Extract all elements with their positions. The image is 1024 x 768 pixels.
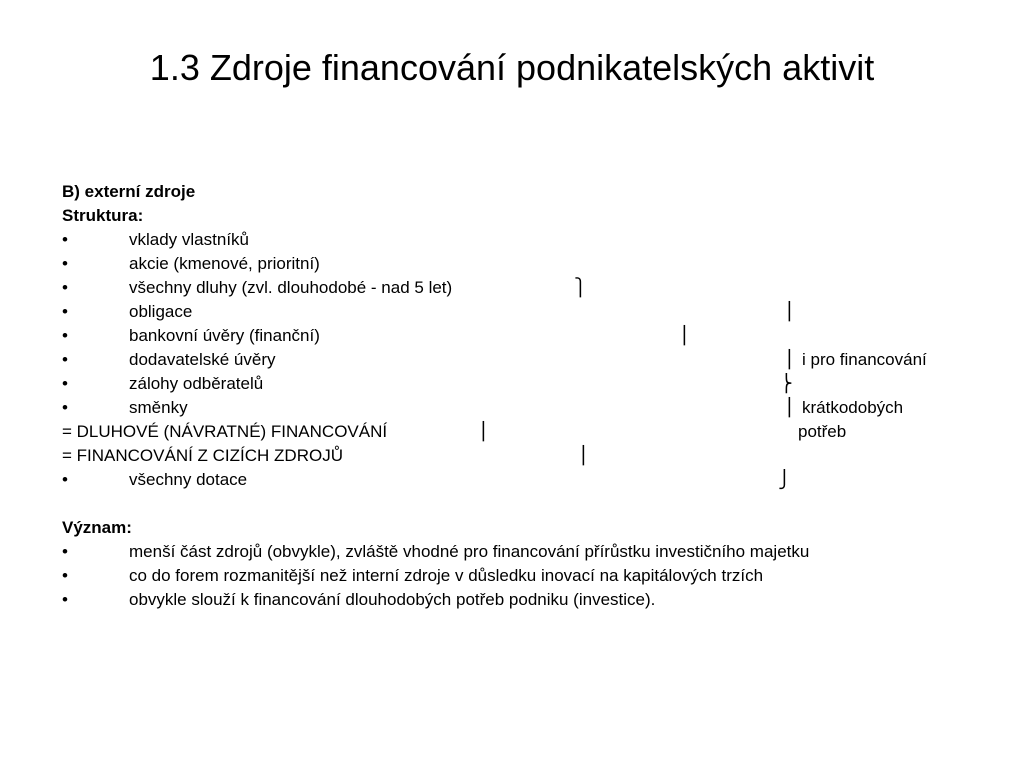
list-item: všechny dotace [129,470,248,489]
bullet-marker: • [62,254,68,273]
bullet-marker: • [62,326,68,345]
brace-top-mark: ⎫ [574,278,587,297]
brace-mid-mark: ⎪ [783,350,796,369]
list-item: obvykle slouží k financování dlouhodobých potřeb podniku (investice). [129,590,656,609]
structure-label: Struktura: [62,206,144,225]
list-item: zálohy odběratelů [129,374,264,393]
page-title: 1.3 Zdroje financování podnikatelských aktivit [149,47,875,88]
list-item: dodavatelské úvěry [129,350,276,369]
list-item: všechny dluhy (zvl. dlouhodobé - nad 5 let) [129,278,453,297]
side-note-line3: potřeb [798,422,847,441]
meaning-label: Význam: [62,518,132,537]
bullet-marker: • [62,374,68,393]
bullet-marker: • [62,590,68,609]
list-item: menší část zdrojů (obvykle), zvláště vhodné pro financování přírůstku investičního majetku [129,542,810,561]
list-item: obligace [129,302,193,321]
bullet-marker: • [62,398,68,417]
bullet-marker: • [62,350,68,369]
list-item: vklady vlastníků [129,230,249,249]
bullet-marker: • [62,278,68,297]
brace-mid-mark: ⎪ [678,326,691,345]
side-note-line2: krátkodobých [802,398,904,417]
brace-mid-mark: ⎪ [783,302,796,321]
equation-debt-financing: = DLUHOVÉ (NÁVRATNÉ) FINANCOVÁNÍ [62,422,388,441]
list-item: bankovní úvěry (finanční) [129,326,320,345]
brace-mid-mark: ⎪ [477,422,490,441]
section-heading: B) externí zdroje [62,182,196,201]
bullet-marker: • [62,566,68,585]
brace-center-mark: ⎬ [780,374,793,393]
list-item: akcie (kmenové, prioritní) [129,254,320,273]
brace-bottom-mark: ⎭ [778,470,791,489]
list-item: co do forem rozmanitější než interní zdroje v důsledku inovací na kapitálových trzích [129,566,764,585]
bullet-marker: • [62,230,68,249]
bullet-marker: • [62,542,68,561]
brace-mid-mark: ⎪ [783,398,796,417]
equation-external-financing: = FINANCOVÁNÍ Z CIZÍCH ZDROJŮ [62,446,343,465]
bullet-marker: • [62,302,68,321]
bullet-marker: • [62,470,68,489]
brace-mid-mark: ⎪ [577,446,590,465]
side-note-line1: i pro financování [802,350,927,369]
list-item: směnky [129,398,188,417]
